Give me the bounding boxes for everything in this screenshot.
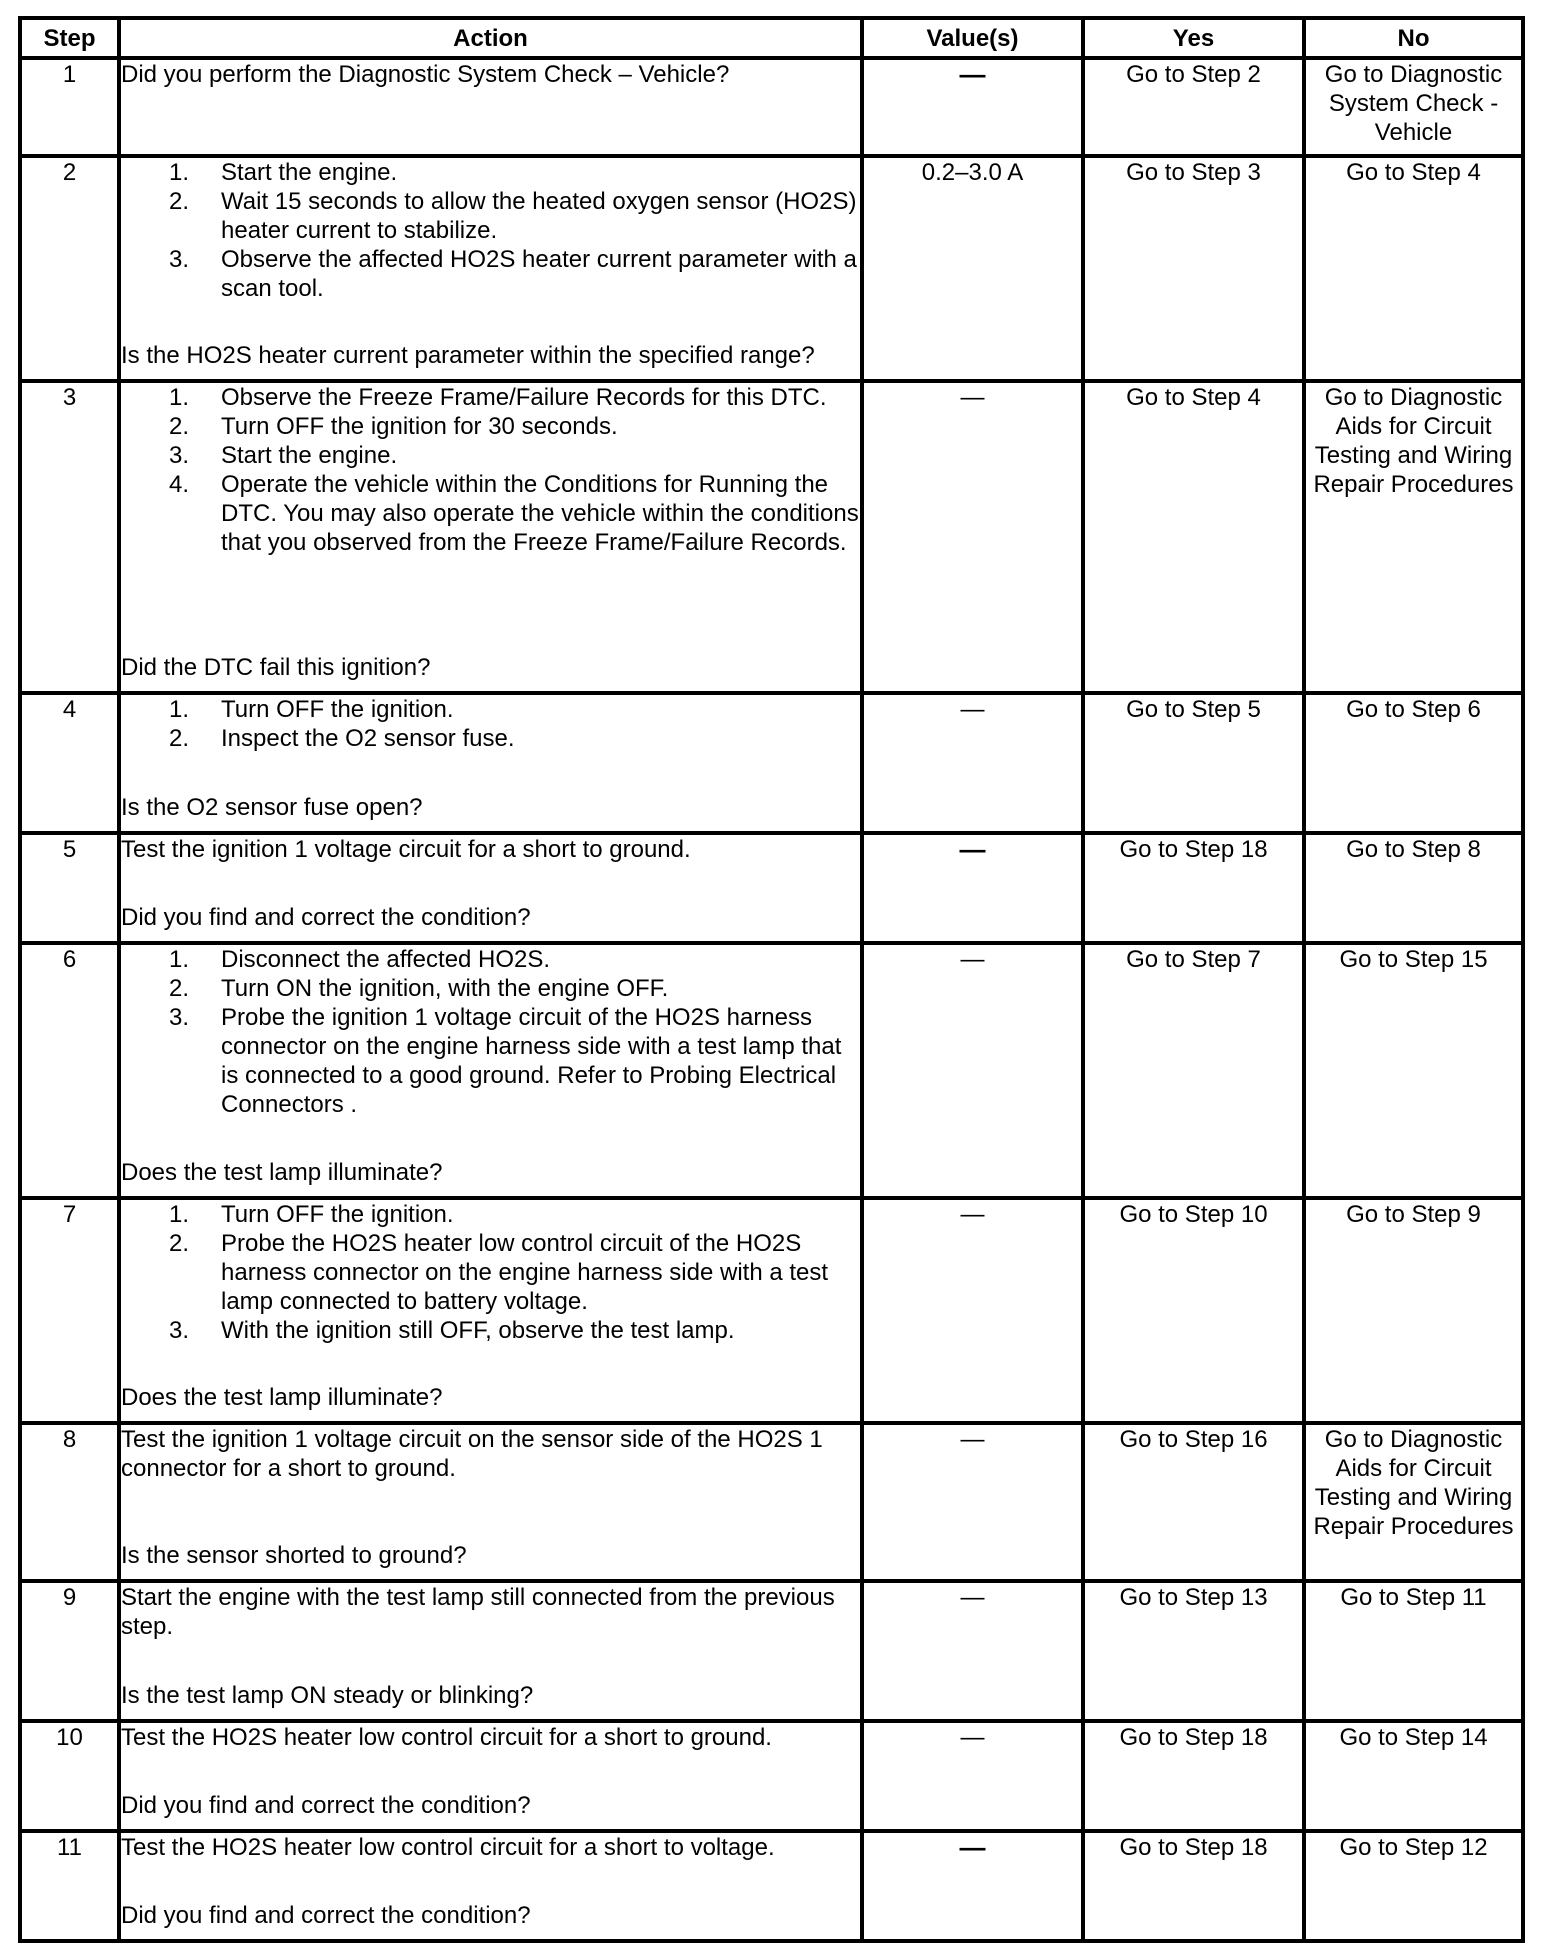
action-question: Is the O2 sensor fuse open?: [121, 794, 423, 821]
action-step-item: [121, 945, 860, 974]
action-top: [121, 1833, 860, 1862]
action-cell: [119, 1831, 862, 1941]
table-row: [20, 1581, 1523, 1721]
action-step-number: 2.: [169, 1230, 190, 1257]
action-instruction: Did you perform the Diagnostic System Check – Vehicle?: [121, 61, 730, 88]
step-number: 2: [20, 156, 119, 381]
action-top: [121, 1723, 860, 1752]
action-step-text: Turn OFF the ignition for 30 seconds.: [221, 413, 618, 440]
yes-action: Go to Step 2: [1083, 58, 1304, 156]
action-cell: [119, 1423, 862, 1581]
step-number: 1: [20, 58, 119, 156]
yes-action: Go to Step 16: [1083, 1423, 1304, 1581]
step-number: 5: [20, 833, 119, 943]
yes-action: Go to Step 18: [1083, 1721, 1304, 1831]
action-step-number: 2.: [169, 413, 190, 440]
yes-action: Go to Step 3: [1083, 156, 1304, 381]
action-step-text: Operate the vehicle within the Conditions for Running the DTC. You may also operate the vehicle within the conditions that you observed from the Freeze Frame/Failure Records.: [221, 471, 859, 556]
action-step-number: 1.: [169, 384, 190, 411]
action-top: [121, 695, 860, 753]
step-number: 3: [20, 381, 119, 693]
action-steps-list: [121, 158, 860, 303]
table-row: [20, 1198, 1523, 1423]
step-number: 8: [20, 1423, 119, 1581]
action-top: [121, 158, 860, 303]
action-step-text: Wait 15 seconds to allow the heated oxygen sensor (HO2S) heater current to stabilize.: [221, 188, 857, 244]
value-cell: 0.2–3.0 A: [862, 156, 1083, 381]
table-body: [20, 58, 1523, 1941]
table-row: [20, 833, 1523, 943]
action-question: Did you find and correct the condition?: [121, 1792, 531, 1819]
value-cell: —: [862, 1423, 1083, 1581]
yes-action: Go to Step 18: [1083, 1831, 1304, 1941]
table-row: [20, 693, 1523, 833]
action-step-item: [121, 695, 860, 724]
step-number: 6: [20, 943, 119, 1198]
no-action: Go to Diagnostic System Check - Vehicle: [1304, 58, 1523, 156]
no-action: Go to Step 4: [1304, 156, 1523, 381]
step-number: 9: [20, 1581, 119, 1721]
action-steps-list: [121, 945, 860, 1119]
diagnostic-table: [18, 16, 1525, 1943]
action-step-number: 2.: [169, 725, 190, 752]
action-content: [121, 1723, 860, 1820]
action-step-item: [121, 1316, 860, 1345]
action-content: [121, 60, 860, 145]
no-action: Go to Step 14: [1304, 1721, 1523, 1831]
no-action: Go to Step 8: [1304, 833, 1523, 943]
action-question: Did you find and correct the condition?: [121, 904, 531, 931]
no-action: Go to Step 12: [1304, 1831, 1523, 1941]
action-top: [121, 945, 860, 1119]
step-number: 4: [20, 693, 119, 833]
table-row: [20, 1831, 1523, 1941]
action-step-item: [121, 1229, 860, 1316]
no-action: Go to Step 15: [1304, 943, 1523, 1198]
action-cell: [119, 1581, 862, 1721]
step-number: 11: [20, 1831, 119, 1941]
action-step-item: [121, 187, 860, 245]
action-step-text: Turn ON the ignition, with the engine OFF.: [221, 975, 669, 1002]
action-top: [121, 1425, 860, 1483]
table-row: [20, 58, 1523, 156]
action-step-item: [121, 383, 860, 412]
action-step-text: Start the engine.: [221, 159, 398, 186]
value-cell: —: [862, 943, 1083, 1198]
action-step-text: Start the engine.: [221, 442, 398, 469]
action-content: [121, 945, 860, 1187]
action-content: [121, 1200, 860, 1412]
table-row: [20, 1721, 1523, 1831]
value-cell: —: [862, 381, 1083, 693]
action-cell: [119, 943, 862, 1198]
action-content: [121, 1833, 860, 1930]
no-action: Go to Step 9: [1304, 1198, 1523, 1423]
no-action: Go to Step 11: [1304, 1581, 1523, 1721]
value-cell: —: [862, 1831, 1083, 1941]
header-action: Action: [119, 18, 862, 58]
action-instruction: Test the ignition 1 voltage circuit on the sensor side of the HO2S 1 connector for a short to ground.: [121, 1426, 823, 1482]
no-action: Go to Diagnostic Aids for Circuit Testing and Wiring Repair Procedures: [1304, 381, 1523, 693]
action-cell: [119, 381, 862, 693]
action-step-number: 1.: [169, 159, 190, 186]
action-step-item: [121, 1003, 860, 1119]
action-step-number: 3.: [169, 442, 190, 469]
action-step-item: [121, 441, 860, 470]
action-content: [121, 695, 860, 822]
action-cell: [119, 1198, 862, 1423]
action-steps-list: [121, 383, 860, 557]
header-step: Step: [20, 18, 119, 58]
action-top: [121, 383, 860, 557]
action-steps-list: [121, 695, 860, 753]
action-step-item: [121, 412, 860, 441]
action-step-number: 1.: [169, 696, 190, 723]
yes-action: Go to Step 18: [1083, 833, 1304, 943]
action-instruction: Test the HO2S heater low control circuit for a short to voltage.: [121, 1834, 775, 1861]
yes-action: Go to Step 10: [1083, 1198, 1304, 1423]
action-step-text: Disconnect the affected HO2S.: [221, 946, 551, 973]
action-cell: [119, 58, 862, 156]
action-instruction: Test the HO2S heater low control circuit for a short to ground.: [121, 1724, 772, 1751]
action-cell: [119, 156, 862, 381]
action-step-item: [121, 974, 860, 1003]
action-question: Did you find and correct the condition?: [121, 1902, 531, 1929]
action-top: [121, 1583, 860, 1641]
table-row: [20, 156, 1523, 381]
action-top: [121, 1200, 860, 1345]
action-step-text: Inspect the O2 sensor fuse.: [221, 725, 515, 752]
action-question: Does the test lamp illuminate?: [121, 1384, 443, 1411]
action-question: Does the test lamp illuminate?: [121, 1159, 443, 1186]
action-question: Is the sensor shorted to ground?: [121, 1542, 467, 1569]
action-top: [121, 60, 860, 89]
action-step-text: Observe the Freeze Frame/Failure Records for this DTC.: [221, 384, 827, 411]
yes-action: Go to Step 13: [1083, 1581, 1304, 1721]
value-cell: —: [862, 1721, 1083, 1831]
table-row: [20, 943, 1523, 1198]
header-yes: Yes: [1083, 18, 1304, 58]
action-step-item: [121, 245, 860, 303]
action-step-number: 3.: [169, 1317, 190, 1344]
action-instruction: Start the engine with the test lamp still connected from the previous step.: [121, 1584, 835, 1640]
action-cell: [119, 833, 862, 943]
yes-action: Go to Step 5: [1083, 693, 1304, 833]
action-question: Is the test lamp ON steady or blinking?: [121, 1682, 534, 1709]
action-step-item: [121, 1200, 860, 1229]
action-step-item: [121, 158, 860, 187]
action-step-text: Probe the HO2S heater low control circuit of the HO2S harness connector on the engine harness side with a test lamp connected to battery voltage.: [221, 1230, 829, 1315]
yes-action: Go to Step 7: [1083, 943, 1304, 1198]
header-no: No: [1304, 18, 1523, 58]
header-row: [20, 18, 1523, 58]
table-row: [20, 1423, 1523, 1581]
action-question: Did the DTC fail this ignition?: [121, 654, 431, 681]
step-number: 10: [20, 1721, 119, 1831]
action-step-text: Observe the affected HO2S heater current parameter with a scan tool.: [221, 246, 857, 302]
action-step-item: [121, 724, 860, 753]
action-step-number: 3.: [169, 246, 190, 273]
action-content: [121, 1583, 860, 1710]
action-step-number: 1.: [169, 1201, 190, 1228]
action-step-text: Turn OFF the ignition.: [221, 1201, 454, 1228]
table-row: [20, 381, 1523, 693]
action-step-number: 2.: [169, 975, 190, 1002]
action-steps-list: [121, 1200, 860, 1345]
action-step-item: [121, 470, 860, 557]
value-cell: —: [862, 833, 1083, 943]
yes-action: Go to Step 4: [1083, 381, 1304, 693]
action-top: [121, 835, 860, 864]
action-cell: [119, 693, 862, 833]
action-content: [121, 158, 860, 370]
action-step-text: With the ignition still OFF, observe the test lamp.: [221, 1317, 735, 1344]
value-cell: —: [862, 693, 1083, 833]
action-step-text: Probe the ignition 1 voltage circuit of the HO2S harness connector on the engine harness side with a test lamp that is connected to a good ground. Refer to Probing Electrical Connectors .: [221, 1004, 842, 1118]
action-step-number: 1.: [169, 946, 190, 973]
action-step-text: Turn OFF the ignition.: [221, 696, 454, 723]
action-step-number: 2.: [169, 188, 190, 215]
action-step-number: 4.: [169, 471, 190, 498]
action-instruction: Test the ignition 1 voltage circuit for a short to ground.: [121, 836, 691, 863]
action-cell: [119, 1721, 862, 1831]
no-action: Go to Diagnostic Aids for Circuit Testing and Wiring Repair Procedures: [1304, 1423, 1523, 1581]
action-content: [121, 1425, 860, 1570]
action-content: [121, 383, 860, 682]
value-cell: —: [862, 1581, 1083, 1721]
value-cell: —: [862, 1198, 1083, 1423]
action-step-number: 3.: [169, 1004, 190, 1031]
action-content: [121, 835, 860, 932]
action-question: Is the HO2S heater current parameter within the specified range?: [121, 342, 815, 369]
no-action: Go to Step 6: [1304, 693, 1523, 833]
value-cell: —: [862, 58, 1083, 156]
step-number: 7: [20, 1198, 119, 1423]
header-values: Value(s): [862, 18, 1083, 58]
